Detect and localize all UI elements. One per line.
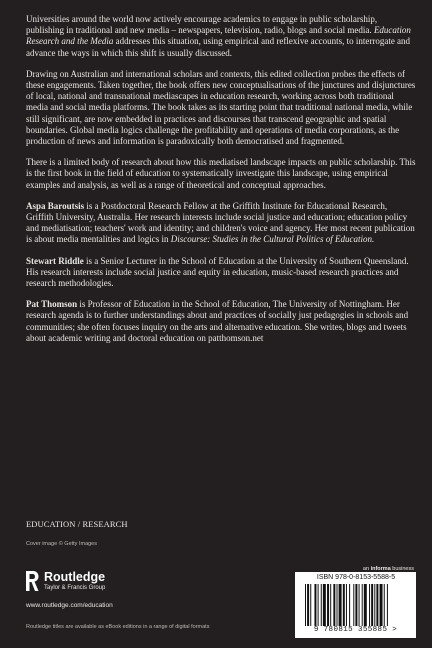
- author-bio-text: is a Postdoctoral Research Fellow at the Griffith Institute for Educational Research, Griffith University, Australia. Her research interests include social justice and education; education policy and mediatisation; teachers' work and identity; and children's voice and agency. Her most recent publication is about media mentalities and logics in: [26, 200, 415, 245]
- blurb-paragraph-2: Drawing on Australian and international scholars and contexts, this edited collection probes the effects of these engagements. Taken together, the book offers new conceptualisations of the junctures and disjunctures of local, national and transnational mediascapes in education research, working across both traditional media and social media platforms. The book takes as its starting point that traditional national media, while still significant, are now embedded in practices and discourses that transcend geographic and spatial boundaries. Global media logics challenge the profitability and operations of media corporations, as the production of news and information is paradoxically both democratised and fragmented.: [26, 68, 416, 147]
- blurb-p1-text-b: addresses this situation, using empirical and reflexive accounts, to interrogate and advance the ways in which this shift is usually discussed.: [26, 36, 411, 58]
- author-bio-text: is a Senior Lecturer in the School of Education at the University of Southern Queensland. His research interests include social justice and equity in education, music-based research practices and research methodologies.: [26, 255, 409, 289]
- author-name: Pat Thomson: [26, 299, 78, 310]
- back-cover-text: [26, 14, 416, 354]
- routledge-logo-icon: [24, 570, 40, 592]
- publisher-group: Taylor & Francis Group: [44, 584, 106, 591]
- blurb-paragraph-1: [26, 14, 416, 59]
- publisher-name: Routledge: [44, 569, 106, 584]
- author-bio-riddle: [26, 256, 416, 290]
- publication-title-italic: Discourse: Studies in the Cultural Politics of Education.: [170, 234, 375, 245]
- author-bio-baroutsis: [26, 201, 416, 246]
- subject-category: EDUCATION / RESEARCH: [26, 519, 128, 529]
- author-name: Stewart Riddle: [26, 255, 84, 266]
- cover-image-credit: Cover image © Getty Images: [26, 541, 97, 547]
- informa-brand: informa: [370, 566, 391, 572]
- author-name: Aspa Baroutsis: [26, 200, 85, 211]
- publisher-website: www.routledge.com/education: [26, 602, 113, 609]
- ean-digits: 9 780815 355885 >: [313, 626, 398, 634]
- ebook-note: Routledge titles are available as eBook editions in a range of digital formats: [26, 624, 210, 630]
- author-bio-thomson: [26, 299, 416, 344]
- informa-rest: business: [390, 566, 414, 572]
- blurb-p1-text-a: Universities around the world now actively encourage academics to engage in public scholarship, publishing in traditional and new media – newspapers, television, radio, blogs and social media.: [26, 14, 378, 36]
- barcode-panel: [295, 572, 416, 638]
- author-bio-text: is Professor of Education in the School of Education, The University of Nottingham. Her research agenda is to further understandings about and practices of socially just pedagogies in schools and communities; she often focuses inquiry on the arts and alternative education. She writes, blogs and tweets about academic writing and doctoral education on patthomson.net: [26, 299, 409, 343]
- isbn-text: ISBN 978-0-8153-5588-5: [316, 574, 396, 581]
- barcode-icon: [305, 584, 406, 626]
- book-title-italic: Education Research and the Media: [26, 25, 411, 47]
- informa-an: an: [362, 566, 371, 572]
- publisher-logo: [24, 570, 105, 592]
- blurb-paragraph-3: There is a limited body of research about how this mediatised landscape impacts on public scholarship. This is the first book in the field of education to systematically investigate this landscape, using empirical examples and analysis, as well as a range of theoretical and conceptual approaches.: [26, 157, 416, 190]
